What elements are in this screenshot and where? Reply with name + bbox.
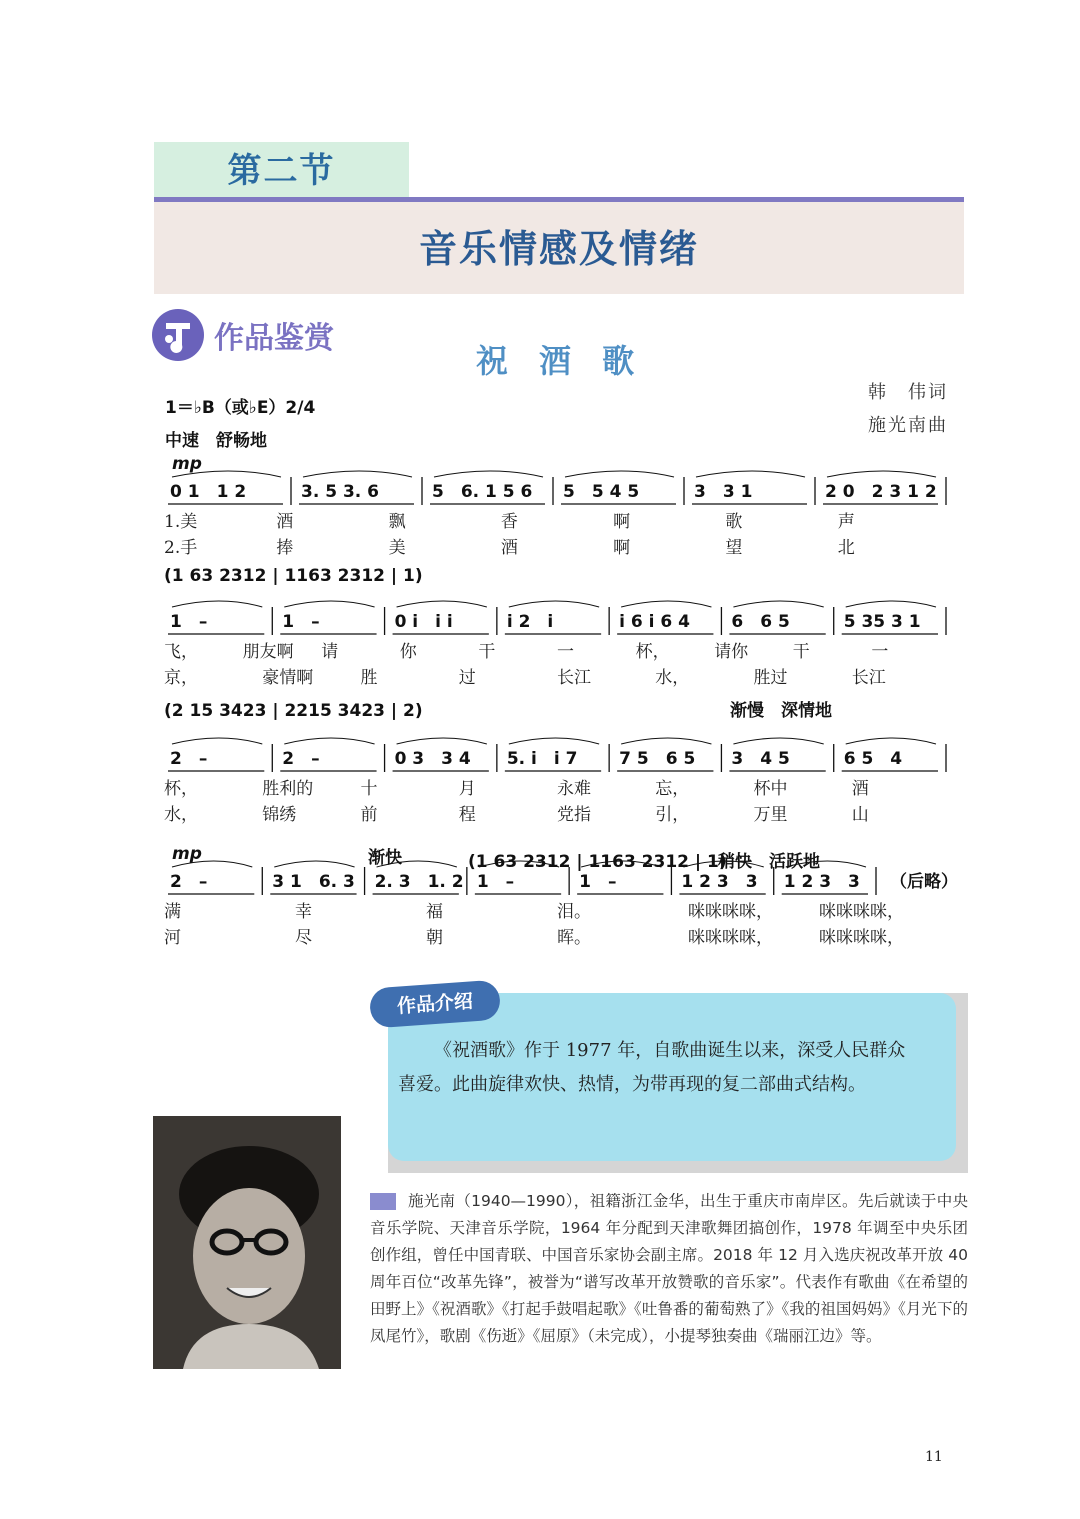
song-title: 祝 酒 歌: [475, 342, 645, 380]
lyric-verse-2: 过: [458, 668, 476, 688]
note-group: 2 –: [282, 749, 320, 769]
slur: [733, 601, 823, 607]
lyric-verse-1: 朋友啊: [242, 642, 294, 662]
lyric-verse-1: 满: [164, 902, 181, 922]
slur: [621, 738, 711, 744]
note-group: i 6 i 6 4: [619, 612, 690, 632]
section-label: 第二节: [227, 151, 336, 191]
slur: [621, 601, 711, 607]
lyric-verse-2: 锦绣: [262, 805, 297, 825]
lyric-verse-2: 咪咪咪咪，: [688, 928, 773, 948]
lyric-verse-1: 十: [360, 779, 378, 799]
slur: [827, 471, 936, 477]
note-group: 2 –: [170, 872, 208, 892]
slur: [434, 471, 543, 477]
lyric-verse-1: 请: [321, 642, 339, 662]
slur: [696, 471, 805, 477]
lyric-verse-1: 声: [837, 512, 855, 532]
lyric-verse-1: 幸: [295, 902, 312, 922]
lyric-verse-2: 酒: [500, 538, 518, 558]
lyric-verse-2: 党指: [557, 805, 591, 825]
page-number: 11: [925, 1449, 943, 1465]
lyric-verse-2: 水，: [164, 805, 198, 825]
lyric-verse-2: 京，: [164, 668, 198, 688]
lyric-verse-2: 万里: [753, 805, 788, 825]
lyric-verse-1: 永难: [557, 779, 591, 799]
lyric-verse-2: 胜过: [753, 668, 788, 688]
expression-mark: 渐慢 深情地: [730, 701, 832, 721]
slur: [733, 738, 823, 744]
lyric-verse-1: 杯，: [635, 642, 670, 662]
lyric-verse-1: 泪。: [557, 902, 591, 922]
lyric-verse-2: 捧: [276, 538, 294, 558]
lyric-verse-2: 胜: [360, 668, 378, 688]
note-group: 6 6 5: [731, 612, 790, 632]
lyric-verse-2: 水，: [655, 668, 690, 688]
intro-tag: 作品介绍: [369, 980, 501, 1029]
slur: [509, 601, 599, 607]
alternate-ending: (2 15 3423 | 2215 3423 | 2): [164, 701, 423, 721]
lyric-verse-1: 飘: [388, 512, 406, 532]
note-group: 1 –: [282, 612, 320, 632]
slur: [509, 738, 599, 744]
lyric-verse-1: 香: [500, 512, 518, 532]
music-score: [150, 455, 970, 965]
note-group: 5 5 4 5: [563, 482, 640, 502]
note-group: 2 0 2 3 1 2: [825, 482, 937, 502]
note-group: i 2 i: [506, 612, 554, 632]
note-group: 2 –: [170, 749, 208, 769]
note-group: 3 1 6. 3: [272, 872, 355, 892]
dynamic-mark: mp: [172, 455, 202, 474]
note-group: 3. 5 3. 6: [301, 482, 379, 502]
lyric-verse-1: 一: [871, 642, 889, 662]
lyric-verse-2: 程: [458, 805, 476, 825]
alternate-ending: (1 63 2312 | 1163 2312 | 1): [164, 566, 423, 586]
alternate-ending: (1 63 2312 | 1163 2312 | 1): [468, 852, 727, 872]
note-group: 5. i i 7: [506, 749, 578, 769]
note-group: 3 4 5: [731, 749, 790, 769]
tempo-marking: 中速 舒畅地: [165, 431, 267, 451]
note-group: 1 –: [476, 872, 515, 892]
composer-bio: 施光南（1940—1990），祖籍浙江金华，出生于重庆市南岸区。先后就读于中央音乐学院、天津音乐学院，1964 年分配到天津歌舞团搞创作，1978 年调至中央乐团创作组，曾任中国青联、中国音乐家协会副主席。2018 年 12 月入选庆祝改革开放 40 周年百位“改革先锋”，被誉为“谱写改革开放赞歌的音乐家”。代表作有歌曲《在希望的田野上》《祝酒歌》《打起手鼓唱起歌》《吐鲁番的葡萄熟了》《我的祖国妈妈》《月光下的凤尾竹》，歌剧《伤逝》《屈原》（未完成），小提琴独奏曲《瑞丽江边》等。: [370, 1192, 968, 1345]
note-group: 6 5 4: [843, 749, 903, 769]
key-signature: 1＝♭B（或♭E）2/4: [165, 398, 316, 418]
lyric-verse-1: 干: [792, 642, 810, 662]
slur: [565, 471, 674, 477]
section-badge-label: 作品鉴赏: [214, 321, 334, 356]
lyric-verse-2: 望: [725, 538, 743, 558]
composer-portrait: [153, 1116, 341, 1369]
lyric-verse-2: 河: [164, 928, 181, 948]
slur: [846, 601, 936, 607]
lyric-verse-1: 你: [399, 642, 417, 662]
lyric-verse-2: 晖。: [557, 928, 591, 948]
lyric-verse-2: 咪咪咪咪，: [819, 928, 904, 948]
expression-mark: 稍快 活跃地: [718, 852, 820, 872]
note-group: 5 6. 1 5 6: [432, 482, 533, 502]
note-group: 2. 3 1. 2: [374, 872, 464, 892]
lyric-verse-2: 北: [837, 538, 855, 558]
intro-text: 《祝酒歌》作于 1977 年，自歌曲诞生以来，深受人民群众喜爱。此曲旋律欢快、热情，为带再现的复二部曲式结构。: [398, 1040, 906, 1095]
note-group: 1 2 3 3: [783, 872, 860, 892]
composer-credit: 施光南曲: [868, 415, 948, 436]
lyric-verse-1: 忘，: [655, 779, 690, 799]
lyric-verse-1: 请你: [714, 642, 749, 662]
slur: [284, 738, 374, 744]
note-group: 0 1 1 2: [170, 482, 247, 502]
dynamic-mark: mp: [172, 844, 202, 864]
lyric-verse-2: 山: [851, 805, 869, 825]
note-group: 3 3 1: [694, 482, 753, 502]
slur: [274, 861, 354, 867]
lyric-verse-1: 啊: [613, 512, 631, 532]
lyric-verse-1: 一: [557, 642, 574, 662]
lyricist-credit: 韩 伟词: [868, 382, 948, 403]
lyric-verse-1: 酒: [276, 512, 294, 532]
lyric-verse-2: 朝: [426, 928, 443, 948]
note-group: 5 35 3 1: [843, 612, 921, 632]
slur: [284, 601, 374, 607]
lyric-verse-2: 美: [388, 538, 406, 558]
lyric-verse-2: 引，: [655, 805, 690, 825]
lyric-verse-2: 长江: [557, 668, 591, 688]
lyric-verse-1: 酒: [851, 779, 869, 799]
music-note-icon: [152, 309, 204, 361]
slur: [846, 738, 936, 744]
lyric-verse-2: 2.手: [164, 538, 198, 558]
lyric-verse-1: 干: [478, 642, 496, 662]
lyric-verse-1: 飞，: [164, 642, 198, 662]
slur: [303, 471, 412, 477]
lyric-verse-1: 咪咪咪咪，: [688, 902, 773, 922]
ending-mark: （后略）: [890, 872, 958, 892]
note-group: 7 5 6 5: [619, 749, 696, 769]
note-group: 1 –: [170, 612, 208, 632]
lyric-verse-1: 福: [426, 902, 443, 922]
lyric-verse-2: 啊: [613, 538, 631, 558]
lyric-verse-1: 歌: [725, 512, 743, 532]
slur: [397, 738, 487, 744]
lyric-verse-2: 豪情啊: [262, 668, 314, 688]
lyric-verse-2: 长江: [851, 668, 886, 688]
expression-mark: 渐快: [368, 848, 402, 868]
page-title: 音乐情感及情绪: [418, 226, 699, 271]
slur: [172, 601, 262, 607]
lyric-verse-1: 咪咪咪咪，: [819, 902, 904, 922]
lyric-verse-1: 1.美: [164, 512, 198, 532]
lyric-verse-2: 前: [360, 805, 378, 825]
slur: [397, 601, 487, 607]
lyric-verse-1: 杯，: [164, 779, 198, 799]
note-group: 1 –: [579, 872, 617, 892]
lyric-verse-2: 尽: [295, 928, 312, 948]
slur: [172, 738, 262, 744]
note-group: 0 3 3 4: [394, 749, 471, 769]
lyric-verse-1: 月: [458, 779, 476, 799]
note-group: 0 i i i: [394, 612, 453, 632]
note-group: 1 2 3 3: [681, 872, 758, 892]
lyric-verse-1: 杯中: [753, 779, 788, 799]
lyric-verse-1: 胜利的: [262, 779, 314, 799]
